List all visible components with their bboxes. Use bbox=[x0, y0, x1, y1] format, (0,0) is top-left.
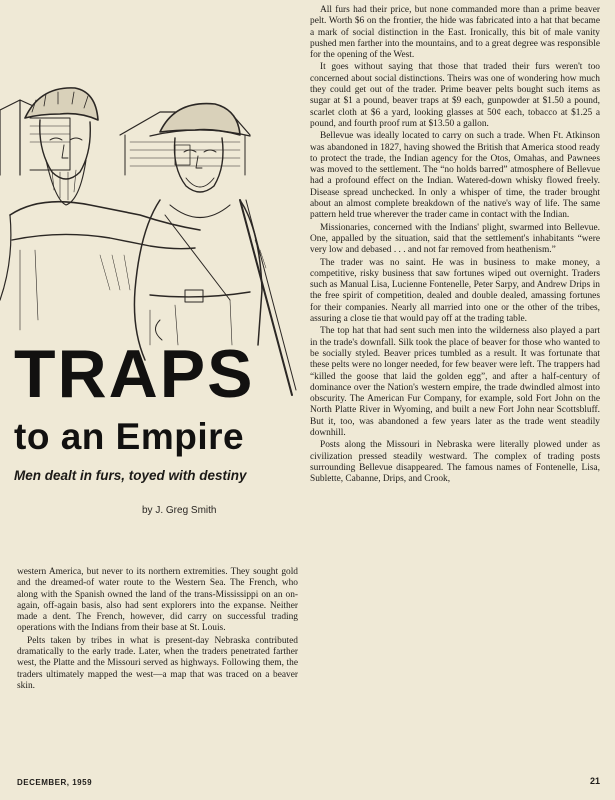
article-tagline: Men dealt in furs, toyed with destiny bbox=[14, 468, 247, 483]
article-title-subline: to an Empire bbox=[14, 416, 245, 457]
page-number: 21 bbox=[590, 776, 601, 786]
body-column-left bbox=[17, 567, 298, 693]
paragraph: All furs had their price, but none commanded more than a prime beaver pelt. Worth $6 on the frontier, the hide was fabricated into a hat that became a mark of social distinction in the East. Ironically, this bit of male vanity pushed men farther into the mountains, and to a great degree was responsible for the opening of the West. bbox=[310, 5, 600, 61]
paragraph: The top hat that had sent such men into the wilderness also played a part in the trade's downfall. Silk took the place of beaver for those who wanted to be socially styled. Beaver prices tumbled as a result. It was fortunate that these pelts were no longer needed, for few beaver were left. The trappers had “killed the goose that laid the golden egg”, and after a half-century of dominance over the Nation's western empire, the trade dwindled almost into obscurity. The American Fur Company, for example, sold Fort John on the North Platte River in Wyoming, and built a new Fort John near Scottsbluff. But it, too, was abandoned a few years later as the trade went steadily downhill. bbox=[310, 326, 600, 438]
body-column-right bbox=[310, 5, 600, 486]
paragraph: Bellevue was ideally located to carry on such a trade. When Ft. Atkinson was abandoned in 1827, having showed the British that America stood ready to protect the trade, the Indian agency for the Otos, Omahas, and Pawnees was moved to the settlement. The “no holds barred” atmosphere of Bellevue had a profound effect on the Indian. Watered-down whisky flowed freely. Disease spread unchecked. In only a whisper of time, the trader brought about an almost complete breakdown of the native's way of life. The same pattern held true wherever the trader came in contact with the Indian. bbox=[310, 131, 600, 221]
article-title: TRAPS bbox=[14, 336, 255, 412]
issue-date: DECEMBER, 1959 bbox=[17, 778, 93, 787]
paragraph: Pelts taken by tribes in what is present-day Nebraska contributed dramatically to the early trade. Later, when the traders penetrated farther west, the Platte and the Missouri served as highways. Following them, the traders ultimately mapped the west—a map that was traced on a beaver skin. bbox=[17, 635, 298, 691]
paragraph: Posts along the Missouri in Nebraska were literally plowed under as civilization pressed steadily westward. The complex of trading posts surrounding Bellevue disappeared. The famous names of Fontenelle, Lisa, Sublette, Cabanne, Drips, and Crook, bbox=[310, 440, 600, 485]
paragraph: The trader was no saint. He was in business to make money, a competitive, risky business that saw fortunes wiped out overnight. Traders such as Manual Lisa, Lucienne Fontenelle, Peter Sarpy, and Andrew Drips in the free spirit of competition, dealed and double dealed, amassing fortunes for their companies. Nearly all married into one or the other of the tribes, assuring a close tie that would pay off at the trading table. bbox=[310, 257, 600, 325]
paragraph: Missionaries, concerned with the Indians' plight, swarmed into Bellevue. One, appalled by the situation, said that the settlement's inhabitants “were very low and debased . . . and not far removed from heathenism.” bbox=[310, 222, 600, 256]
article-byline: by J. Greg Smith bbox=[142, 505, 217, 516]
paragraph: It goes without saying that those that traded their furs weren't too concerned about social distinctions. Theirs was one of wondering how much they could get out of the trader. Prime beaver pelts bought such items as sugar at $1 a pound, beaver traps at $9 each, gunpowder at $1.50 a pound, scarlet cloth at $6 a yard, looking glasses at 50¢ each, tobacco at $1.25 a pound, and fourth proof rum at $13.50 a gallon. bbox=[310, 62, 600, 129]
paragraph: western America, but never to its northern extremities. They sought gold and the dreamed-of water route to the Western Sea. The French, who along with the Spanish owned the land of the trans-Mississippi on an on-again, off-again basis, also had sent explorers into the expanse. Neither made a dent. The French, however, did carry on successful trading operations with the Indians from their base at St. Louis. bbox=[17, 567, 298, 634]
